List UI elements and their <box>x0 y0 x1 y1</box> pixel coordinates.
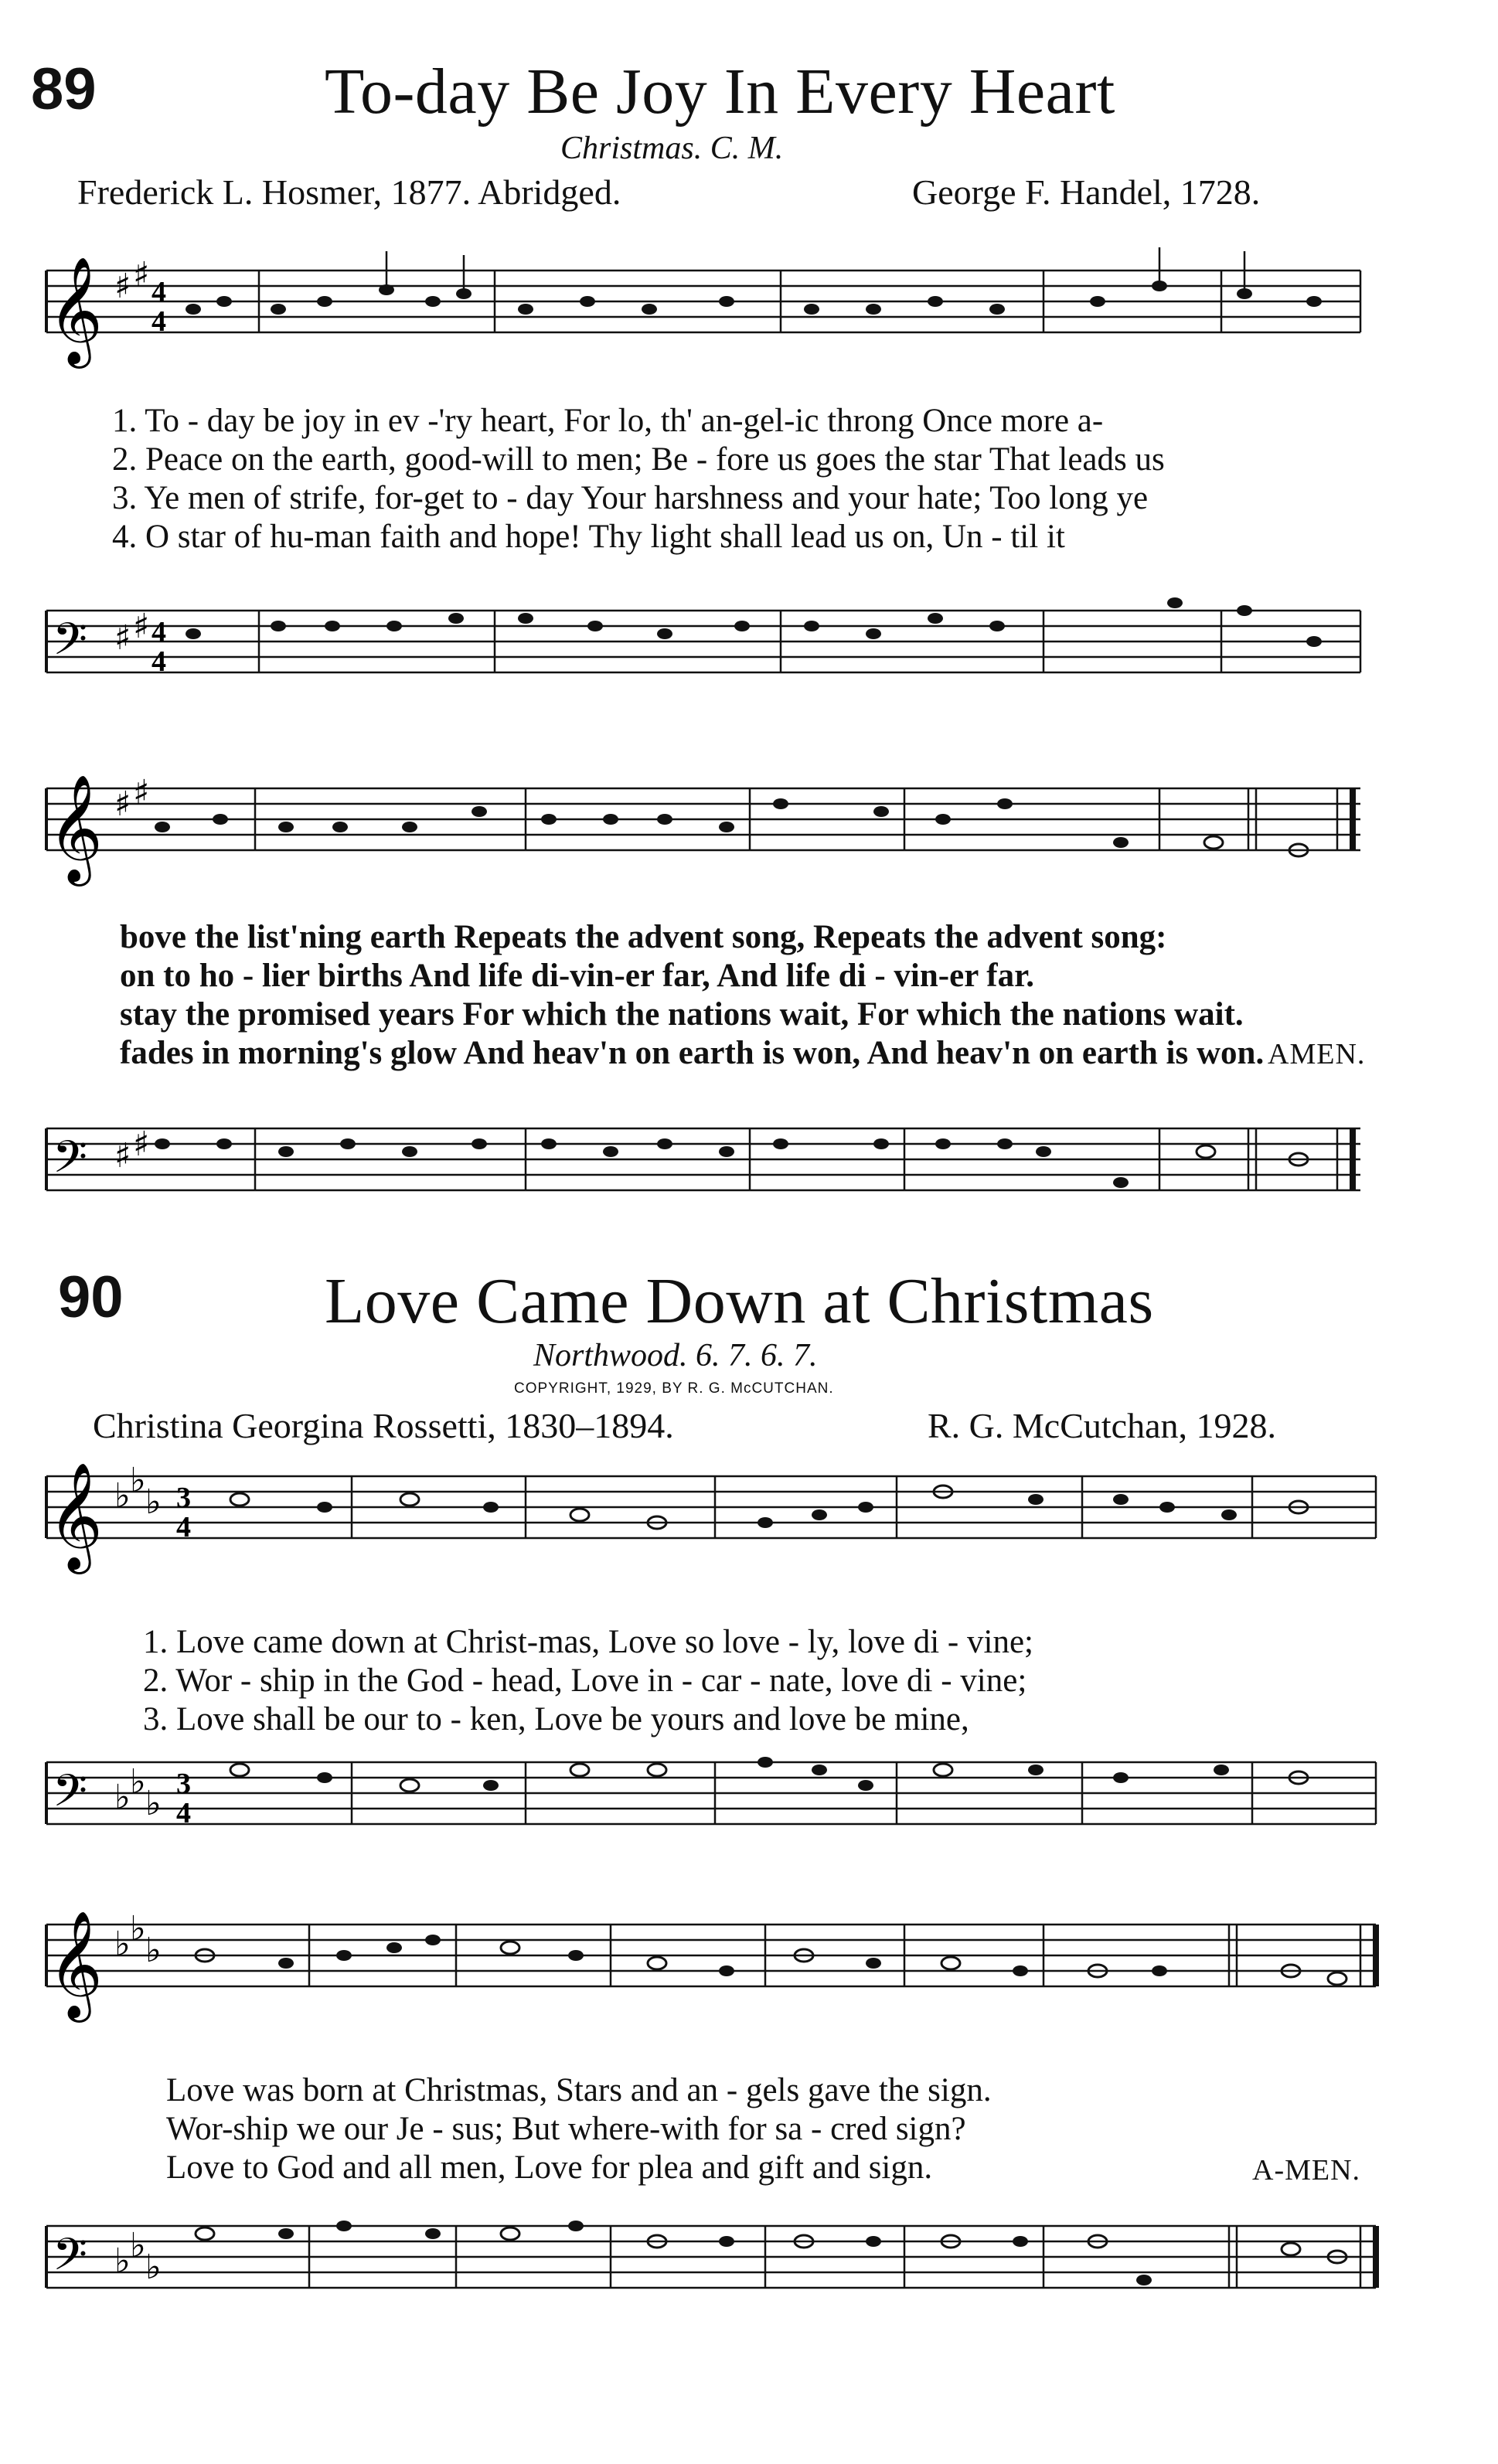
verse-line-2: Wor-ship we our Je - sus; But where-with for sa - cred sign? <box>166 2111 966 2147</box>
author-credit: Frederick L. Hosmer, 1877. Abridged. <box>77 172 621 212</box>
svg-text:♭: ♭ <box>145 2248 162 2287</box>
composer-credit: George F. Handel, 1728. <box>912 172 1261 212</box>
verse-line-1: bove the list'ning earth Repeats the advent song, Repeats the advent song: <box>120 919 1167 955</box>
bass-staff <box>0 2210 1498 2326</box>
svg-text:♯: ♯ <box>133 255 150 294</box>
svg-text:♯: ♯ <box>114 1136 131 1176</box>
svg-text:4: 4 <box>152 616 166 648</box>
verse-line-3: 3. Ye men of strife, for-get to - day Your harshness and your hate; Too long ye <box>112 480 1149 516</box>
svg-text:4: 4 <box>152 645 166 678</box>
amen-label: A-MEN. <box>1252 2154 1361 2187</box>
verse-line-1: 1. To - day be joy in ev -'ry heart, For lo, th' an-gel-ic throng Once more a- <box>112 403 1104 439</box>
svg-text:4: 4 <box>176 1797 191 1829</box>
svg-text:♯: ♯ <box>133 607 150 646</box>
copyright-notice: COPYRIGHT, 1929, BY R. G. McCUTCHAN. <box>514 1380 834 1397</box>
bass-staff <box>0 1747 1498 1863</box>
verse-line-2: 2. Wor - ship in the God - head, Love in - car - nate, love di - vine; <box>143 1663 1027 1699</box>
svg-text:♭: ♭ <box>114 1925 131 1964</box>
svg-text:♯: ♯ <box>133 773 150 812</box>
verse-line-2: 2. Peace on the earth, good-will to men; Be - fore us goes the star That leads us <box>112 441 1165 478</box>
svg-text:𝄞: 𝄞 <box>48 1462 103 1570</box>
svg-text:4: 4 <box>176 1511 191 1543</box>
svg-text:♭: ♭ <box>130 1909 146 1948</box>
svg-text:♭: ♭ <box>130 2226 146 2265</box>
svg-text:4: 4 <box>152 276 166 308</box>
bass-staff <box>0 1113 1498 1229</box>
svg-text:♯: ♯ <box>114 267 131 306</box>
bass-staff <box>0 595 1498 711</box>
svg-text:𝄢: 𝄢 <box>53 1131 88 1194</box>
author-credit: Christina Georgina Rossetti, 1830–1894. <box>93 1406 674 1445</box>
treble-staff <box>0 1461 1498 1600</box>
svg-text:♭: ♭ <box>114 2241 131 2281</box>
svg-text:4: 4 <box>152 305 166 338</box>
svg-text:♯: ♯ <box>114 784 131 824</box>
svg-text:𝄢: 𝄢 <box>53 2228 88 2292</box>
verse-line-4: 4. O star of hu-man faith and hope! Thy light shall lead us on, Un - til it <box>112 519 1065 555</box>
svg-text:𝄞: 𝄞 <box>48 257 103 364</box>
svg-text:♭: ♭ <box>130 1762 146 1802</box>
treble-staff <box>0 1909 1498 2048</box>
verse-line-1: 1. Love came down at Christ-mas, Love so love - ly, love di - vine; <box>143 1624 1033 1660</box>
verse-line-4: fades in morning's glow And heav'n on earth is won, And heav'n on earth is won. <box>120 1035 1265 1071</box>
hymn-number: 90 <box>58 1264 124 1330</box>
verse-line-1: Love was born at Christmas, Stars and an - gels gave the sign. <box>166 2072 992 2108</box>
svg-text:♭: ♭ <box>114 1778 131 1817</box>
svg-text:𝄞: 𝄞 <box>48 1911 103 2018</box>
svg-text:♭: ♭ <box>145 1482 162 1522</box>
verse-line-3: Love to God and all men, Love for plea and gift and sign. <box>166 2149 933 2186</box>
amen-label: AMEN. <box>1268 1038 1366 1070</box>
svg-text:♯: ♯ <box>114 618 131 658</box>
hymn-title: Love Came Down at Christmas <box>325 1265 1154 1337</box>
verse-line-3: 3. Love shall be our to - ken, Love be yours and love be mine, <box>143 1701 969 1737</box>
svg-text:♭: ♭ <box>114 1476 131 1516</box>
tune-name: Christmas. C. M. <box>560 131 784 166</box>
svg-text:♭: ♭ <box>145 1784 162 1823</box>
hymn-number: 89 <box>31 56 97 122</box>
verse-line-3: stay the promised years For which the nations wait, For which the nations wait. <box>120 996 1244 1033</box>
svg-text:3: 3 <box>176 1768 191 1800</box>
svg-text:𝄞: 𝄞 <box>48 774 103 882</box>
hymn-title: To-day Be Joy In Every Heart <box>325 56 1115 128</box>
svg-text:♭: ♭ <box>130 1461 146 1500</box>
tune-name: Northwood. 6. 7. 6. 7. <box>533 1338 818 1373</box>
composer-credit: R. G. McCutchan, 1928. <box>928 1406 1277 1445</box>
svg-text:3: 3 <box>176 1482 191 1514</box>
svg-text:♭: ♭ <box>145 1931 162 1970</box>
verse-line-2: on to ho - lier births And life di-vin-er far, And life di - vin-er far. <box>120 958 1034 994</box>
treble-staff <box>0 255 1498 394</box>
treble-staff <box>0 773 1498 912</box>
svg-text:♯: ♯ <box>133 1125 150 1164</box>
svg-text:𝄢: 𝄢 <box>53 1765 88 1828</box>
svg-text:𝄢: 𝄢 <box>53 613 88 676</box>
